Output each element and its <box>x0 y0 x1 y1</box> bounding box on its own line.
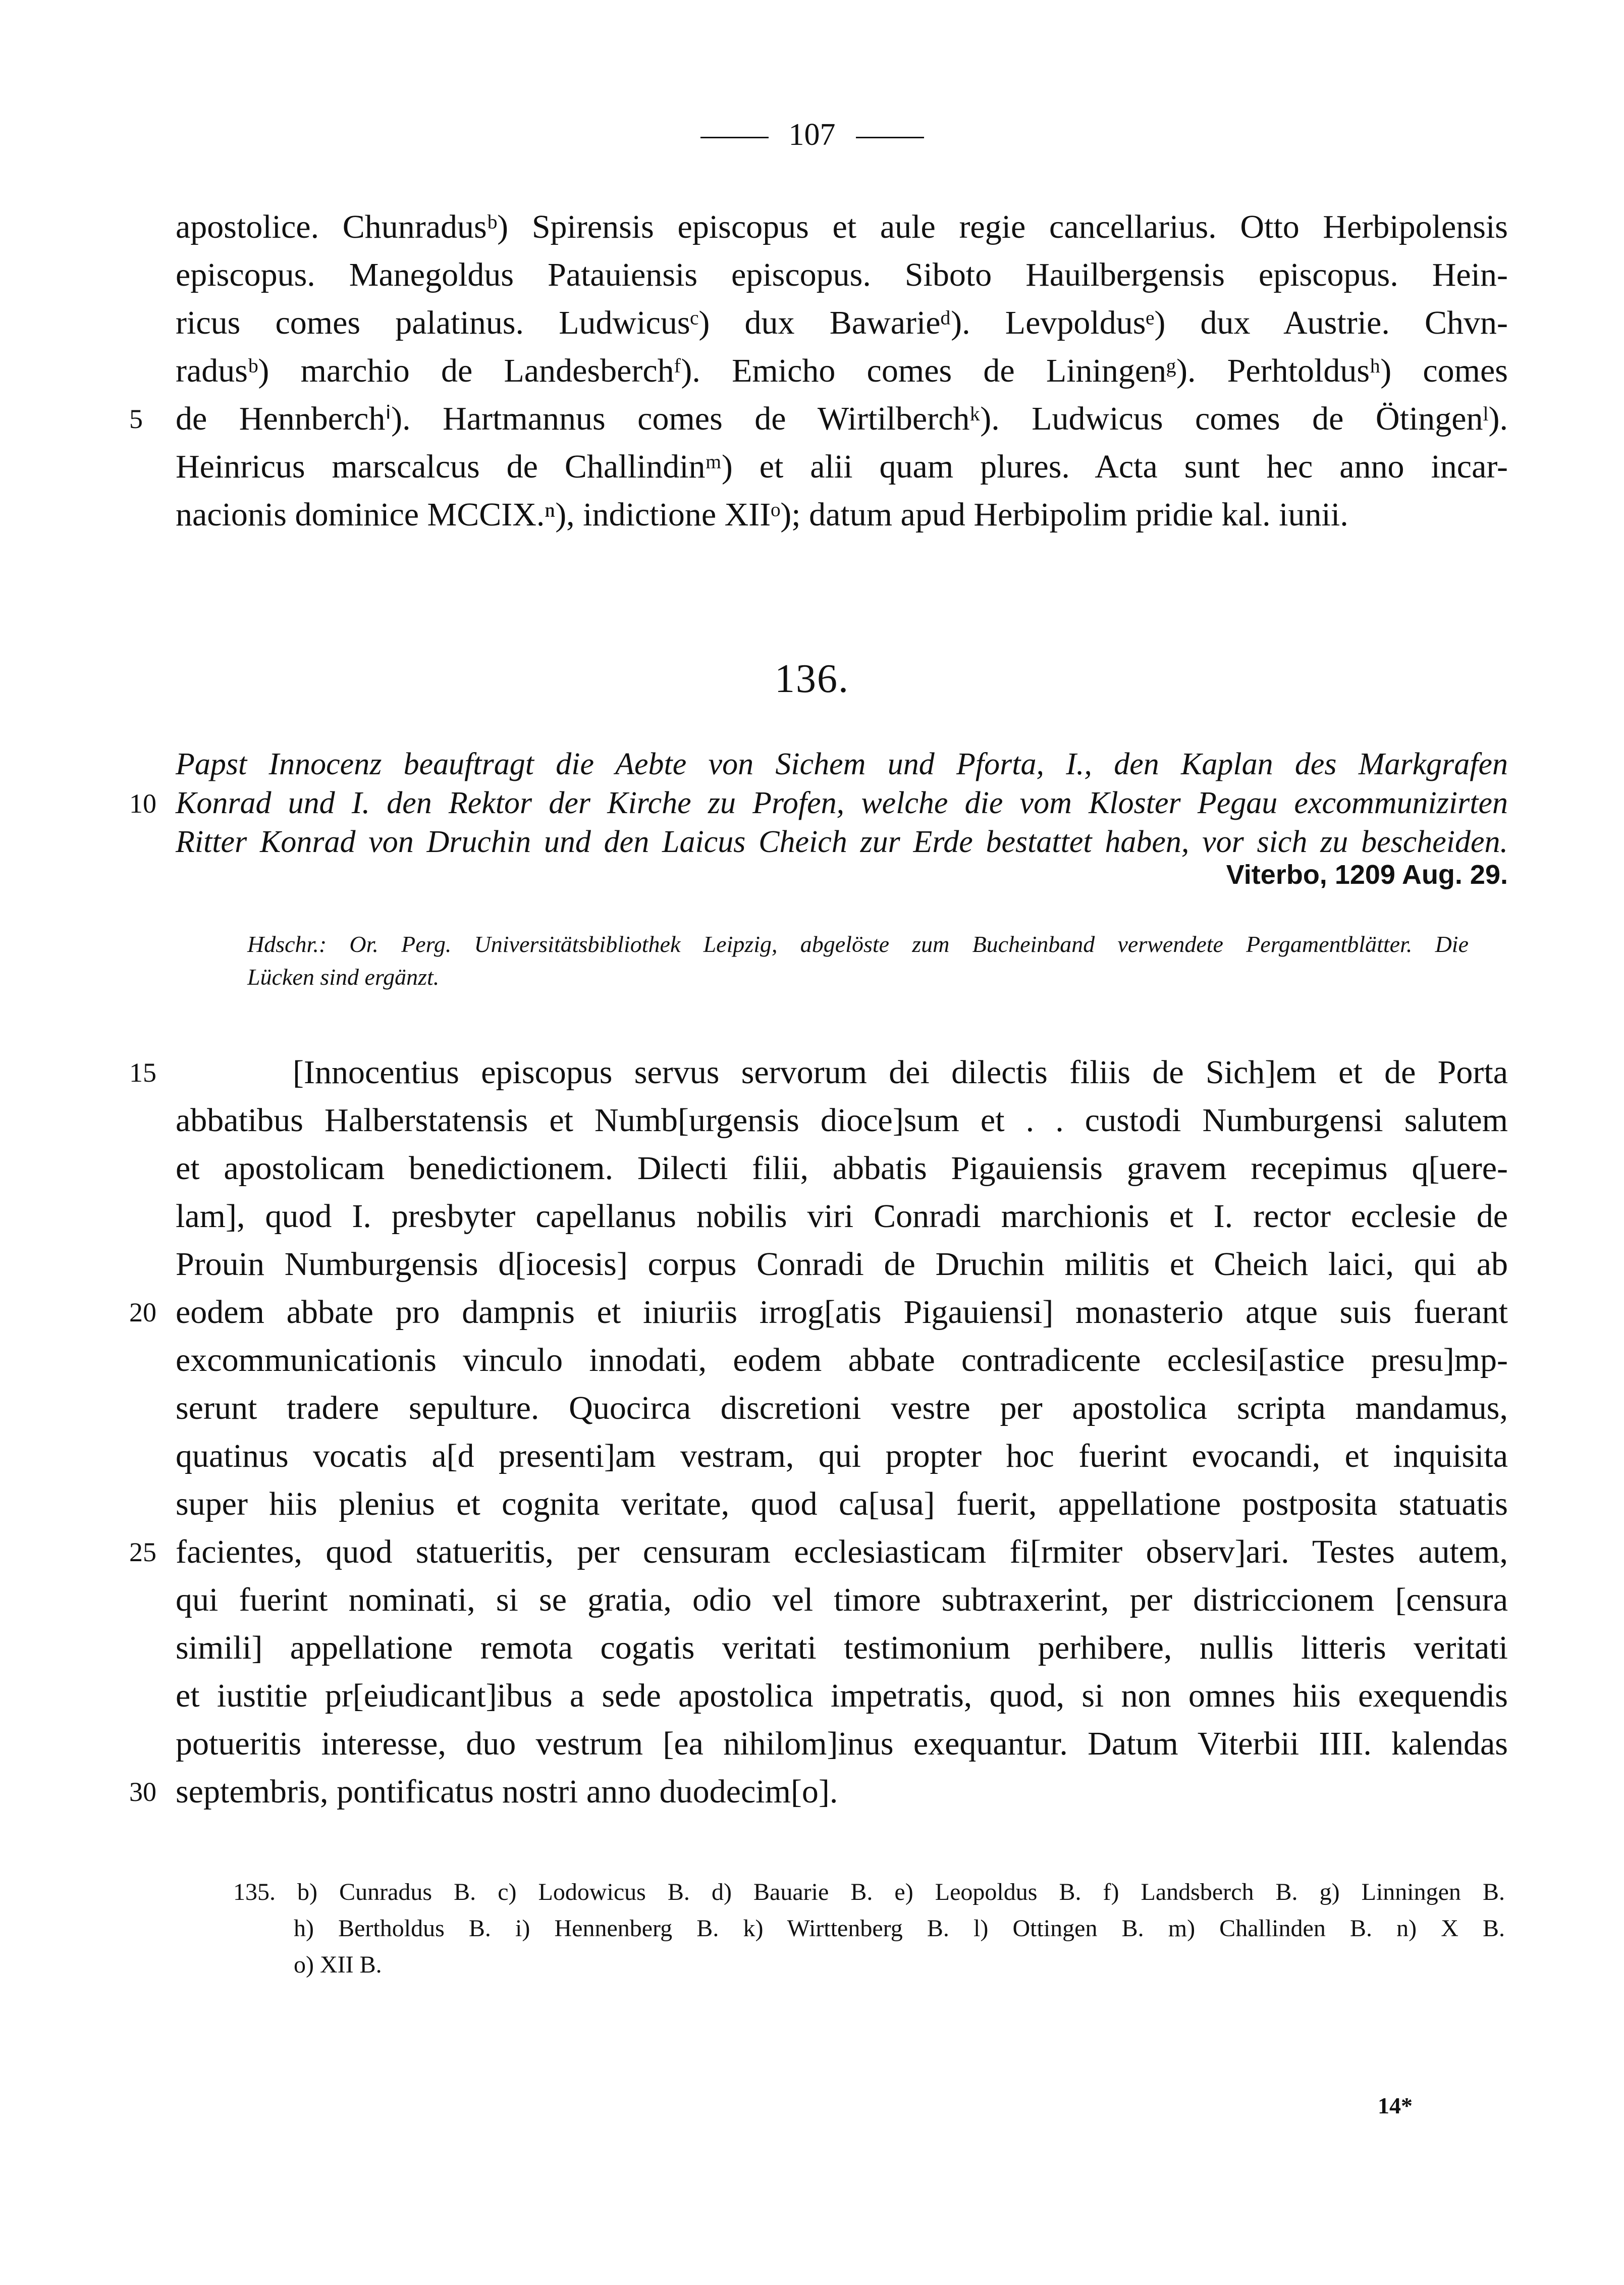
text-line: nacionis dominice MCCIX.ⁿ), indictione XIIᵒ); datum apud Herbipolim pridie kal. iunii. <box>176 496 1348 533</box>
line-number: 20 <box>129 1297 156 1327</box>
text-line: potueritis interesse, duo vestrum [ea nihilom]inus exequantur. Datum Viterbii IIII. kalendas <box>176 1725 1508 1762</box>
line-number: 15 <box>129 1057 156 1088</box>
line-number: 30 <box>129 1777 156 1807</box>
regest-line: Ritter Konrad von Druchin und den Laicus Cheich zur Erde bestattet haben, vor sich zu bescheiden. <box>176 825 1508 859</box>
header-rule-left <box>700 137 769 138</box>
text-line: lam], quod I. presbyter capellanus nobilis viri Conradi marchionis et I. rector ecclesie de <box>176 1198 1508 1235</box>
text-line: radusᵇ) marchio de Landesberchᶠ). Emicho comes de Liningenᵍ). Perhtoldusʰ) comes <box>176 352 1508 389</box>
page-header <box>0 117 1624 152</box>
line-number: 10 <box>129 788 156 819</box>
text-line: quatinus vocatis a[d presenti]am vestram, qui propter hoc fuerint evocandi, et inquisita <box>176 1438 1508 1474</box>
text-line: septembris, pontificatus nostri anno duodecim[o]. <box>176 1773 838 1810</box>
footnote-line: o) XII B. <box>294 1951 382 1978</box>
text-line: et iustitie pr[eiudicant]ibus a sede apostolica impetratis, quod, si non omnes hiis exequendis <box>176 1677 1508 1714</box>
text-line: de Hennberchⁱ). Hartmannus comes de Wirtilberchᵏ). Ludwicus comes de Ötingenˡ). <box>176 400 1508 437</box>
page-number: 107 <box>788 118 836 152</box>
text-line: et apostolicam benedictionem. Dilecti filii, abbatis Pigauiensis gravem recepimus q[uere- <box>176 1150 1508 1187</box>
text-line: serunt tradere sepulture. Quocirca discretioni vestre per apostolica scripta mandamus, <box>176 1390 1508 1426</box>
footnote-line: h) Bertholdus B. i) Hennenberg B. k) Wirttenberg B. l) Ottingen B. m) Challinden B. n) X B. <box>294 1915 1505 1942</box>
text-line: [Innocentius episcopus servus servorum dei dilectis filiis de Sich]em et de Porta <box>293 1054 1508 1091</box>
text-line: super hiis plenius et cognita veritate, quod ca[usa] fuerit, appellatione postposita statuatis <box>176 1485 1508 1522</box>
signature-mark: 14* <box>1378 2093 1413 2118</box>
document-number: 136. <box>775 657 849 701</box>
line-number: 5 <box>129 404 143 434</box>
line-number: 25 <box>129 1537 156 1567</box>
text-line: qui fuerint nominati, si se gratia, odio vel timore subtraxerint, per districcionem [censura <box>176 1581 1508 1618</box>
source-note-line: Hdschr.: Or. Perg. Universitätsbibliothek Leipzig, abgelöste zum Bucheinband verwendete Pergamentblätter. Die <box>247 931 1469 957</box>
text-line: episcopus. Manegoldus Patauiensis episcopus. Siboto Hauilbergensis episcopus. Hein- <box>176 256 1508 293</box>
text-line: apostolice. Chunradusᵇ) Spirensis episcopus et aule regie cancellarius. Otto Herbipolensis <box>176 208 1508 245</box>
regest-line: Konrad und I. den Rektor der Kirche zu Profen, welche die vom Kloster Pegau excommunizirten <box>176 786 1508 820</box>
text-line: ricus comes palatinus. Ludwicusᶜ) dux Bawarieᵈ). Levpoldusᵉ) dux Austrie. Chvn- <box>176 304 1508 341</box>
text-line: Heinricus marscalcus de Challindinᵐ) et alii quam plures. Acta sunt hec anno incar- <box>176 448 1508 485</box>
text-line: facientes, quod statueritis, per censuram ecclesiasticam fi[rmiter observ]ari. Testes autem, <box>176 1533 1508 1570</box>
text-line: eodem abbate pro dampnis et iniuriis irrog[atis Pigauiensi] monasterio atque suis fuerant <box>176 1294 1508 1331</box>
text-line: simili] appellatione remota cogatis veritati testimonium perhibere, nullis litteris veritati <box>176 1629 1508 1666</box>
source-note-line: Lücken sind ergänzt. <box>247 964 440 990</box>
text-line: excommunicationis vinculo innodati, eodem abbate contradicente ecclesi[astice presu]mp- <box>176 1342 1508 1378</box>
document-date: Viterbo, 1209 Aug. 29. <box>1226 860 1508 890</box>
regest-line: Papst Innocenz beauftragt die Aebte von Sichem und Pforta, I., den Kaplan des Markgrafen <box>176 747 1508 781</box>
text-line: abbatibus Halberstatensis et Numb[urgensis dioce]sum et . . custodi Numburgensi salutem <box>176 1102 1508 1139</box>
text-line: Prouin Numburgensis d[iocesis] corpus Conradi de Druchin militis et Cheich laici, qui ab <box>176 1246 1508 1283</box>
header-rule-right <box>856 137 924 138</box>
footnote-line: 135. b) Cunradus B. c) Lodowicus B. d) Bauarie B. e) Leopoldus B. f) Landsberch B. g) Linningen B. <box>233 1879 1505 1905</box>
